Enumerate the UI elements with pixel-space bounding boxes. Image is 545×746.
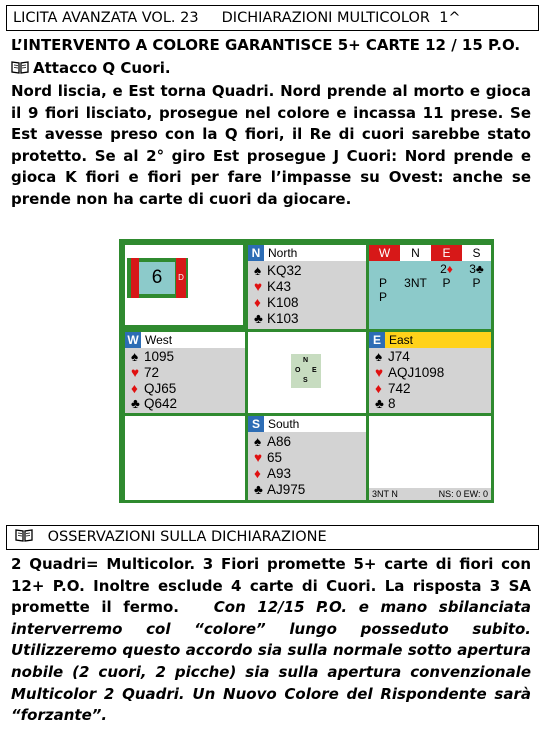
south-header [248, 416, 366, 432]
observations-italic: Con 12/15 P.O. e mano sbilanciata interverremo col “colore” lungo posseduto subito. Utilizzeremo questo accordo sia sulla normale sotto apertura nobile (2 cuori, 2 picche) sia sulla apertura convenzionale Multicolor 2 Quadri. Un Nuovo Colore del Rispondente sarà “forzante”. [11, 598, 532, 725]
north-diamonds: ♦ K108 [254, 295, 299, 310]
compass-o: O [295, 367, 301, 374]
bid-north-2: 3NT [404, 276, 427, 290]
result-cell [369, 416, 491, 500]
book-icon [11, 61, 29, 74]
spade-icon: ♠ [131, 349, 139, 364]
board-number-cell [125, 245, 243, 325]
opening-lead [11, 59, 171, 77]
south-hearts: ♥ 65 [254, 450, 283, 465]
heart-icon: ♥ [254, 450, 263, 465]
south-name: South [268, 417, 300, 431]
west-name: West [145, 333, 173, 347]
north-name: North [268, 246, 298, 260]
bid-west-2: P [379, 276, 388, 290]
north-hearts: ♥ K43 [254, 279, 292, 294]
north-spades: ♠ KQ32 [254, 263, 302, 278]
board-number-tile: 6 [139, 262, 175, 294]
east-hand [369, 332, 491, 413]
spade-icon: ♠ [254, 263, 262, 278]
spade-icon: ♠ [375, 349, 383, 364]
section-subtitle: L’INTERVENTO A COLORE GARANTISCE 5+ CARTE 12 / 15 P.O. [11, 36, 521, 54]
south-clubs: ♣ AJ975 [254, 482, 306, 497]
south-seat-badge: S [248, 416, 264, 432]
north-seat-badge: N [248, 245, 264, 261]
west-diamonds: ♦ QJ65 [131, 381, 177, 396]
diamond-icon: ♦ [254, 466, 261, 481]
bridge-board [119, 239, 494, 503]
bid-south-2: P [472, 276, 481, 290]
east-seat-badge: E [369, 332, 385, 348]
east-diamonds: ♦ 742 [375, 381, 411, 396]
bid-header-south: S [462, 245, 491, 261]
west-clubs: ♣ Q642 [131, 396, 178, 411]
document-header: LICITA AVANZATA VOL. 23 DICHIARAZIONI MULTICOLOR 1^ [6, 5, 539, 31]
bidding-row-2 [369, 275, 491, 289]
east-header [369, 332, 491, 348]
compass [291, 354, 321, 388]
heart-icon: ♥ [131, 365, 140, 380]
diamond-icon: ♦ [131, 381, 138, 396]
compass-e: E [312, 367, 317, 374]
heart-icon: ♥ [375, 365, 384, 380]
vulnerable-left-bar [131, 258, 139, 298]
west-seat-badge: W [125, 332, 141, 348]
bid-header-north: N [400, 245, 431, 261]
south-diamonds: ♦ A93 [254, 466, 292, 481]
opening-lead-text: Attacco Q Cuori. [33, 59, 171, 77]
bid-header-west: W [369, 245, 400, 261]
bid-south-1: 3♣ [469, 262, 484, 276]
west-spades: ♠ 1095 [131, 349, 175, 364]
north-clubs: ♣ K103 [254, 311, 299, 326]
bidding-panel [369, 245, 491, 329]
compass-s: S [303, 377, 308, 384]
heart-icon: ♥ [254, 279, 263, 294]
club-icon: ♣ [254, 482, 263, 497]
bid-east-1: 2♦ [440, 262, 453, 276]
observations-title: OSSERVAZIONI SULLA DICHIARAZIONE [47, 529, 327, 545]
bid-west-3: P [379, 290, 388, 304]
book-icon [15, 529, 33, 542]
east-name: East [389, 333, 414, 347]
west-header [125, 332, 245, 348]
compass-n: N [303, 357, 309, 364]
east-spades: ♠ J74 [375, 349, 410, 364]
spade-icon: ♠ [254, 434, 262, 449]
diamond-icon: ♦ [375, 381, 382, 396]
bid-header-east: E [431, 245, 462, 261]
observations-text [11, 554, 531, 727]
west-hand [125, 332, 245, 413]
play-description: Nord liscia, e Est torna Quadri. Nord prende al morto e gioca il 9 fiori lisciato, prosegue nel colore e incassa 11 prese. Se Est avesse preso con la Q fiori, il Re di cuori sarebbe stato protetto. Se al 2° giro Est prosegue J Cuori: Nord prende e gioca K fiori e fiori per fare l’impasse su Ovest: anche se prende non ha carte di cuori da giocare. [11, 82, 531, 208]
south-hand [248, 416, 366, 500]
diamond-icon: ♦ [254, 295, 261, 310]
north-hand [248, 245, 366, 329]
east-hearts: ♥ AQJ1098 [375, 365, 445, 380]
west-hearts: ♥ 72 [131, 365, 160, 380]
contract-label: 3NT N [372, 489, 398, 499]
north-header [248, 245, 366, 261]
club-icon: ♣ [375, 396, 384, 411]
east-clubs: ♣ 8 [375, 396, 396, 411]
club-icon: ♣ [254, 311, 263, 326]
observations-plain: 2 Quadri= Multicolor. 3 Fiori promette 5+ carte di fiori con 12+ P.O. Inoltre esclude 4 carte di Cuori. La risposta 3 SA promette il fermo. [11, 555, 531, 617]
bidding-row-1 [369, 261, 491, 275]
bidding-header [369, 245, 491, 261]
observations-header [6, 525, 539, 550]
table-center [248, 332, 366, 413]
dealer-marker: D [176, 258, 186, 298]
bidding-row-3 [369, 289, 491, 303]
bid-east-2: P [442, 276, 451, 290]
club-icon: ♣ [131, 396, 140, 411]
south-spades: ♠ A86 [254, 434, 292, 449]
empty-cell [125, 416, 245, 500]
score-label: NS: 0 EW: 0 [438, 489, 488, 499]
